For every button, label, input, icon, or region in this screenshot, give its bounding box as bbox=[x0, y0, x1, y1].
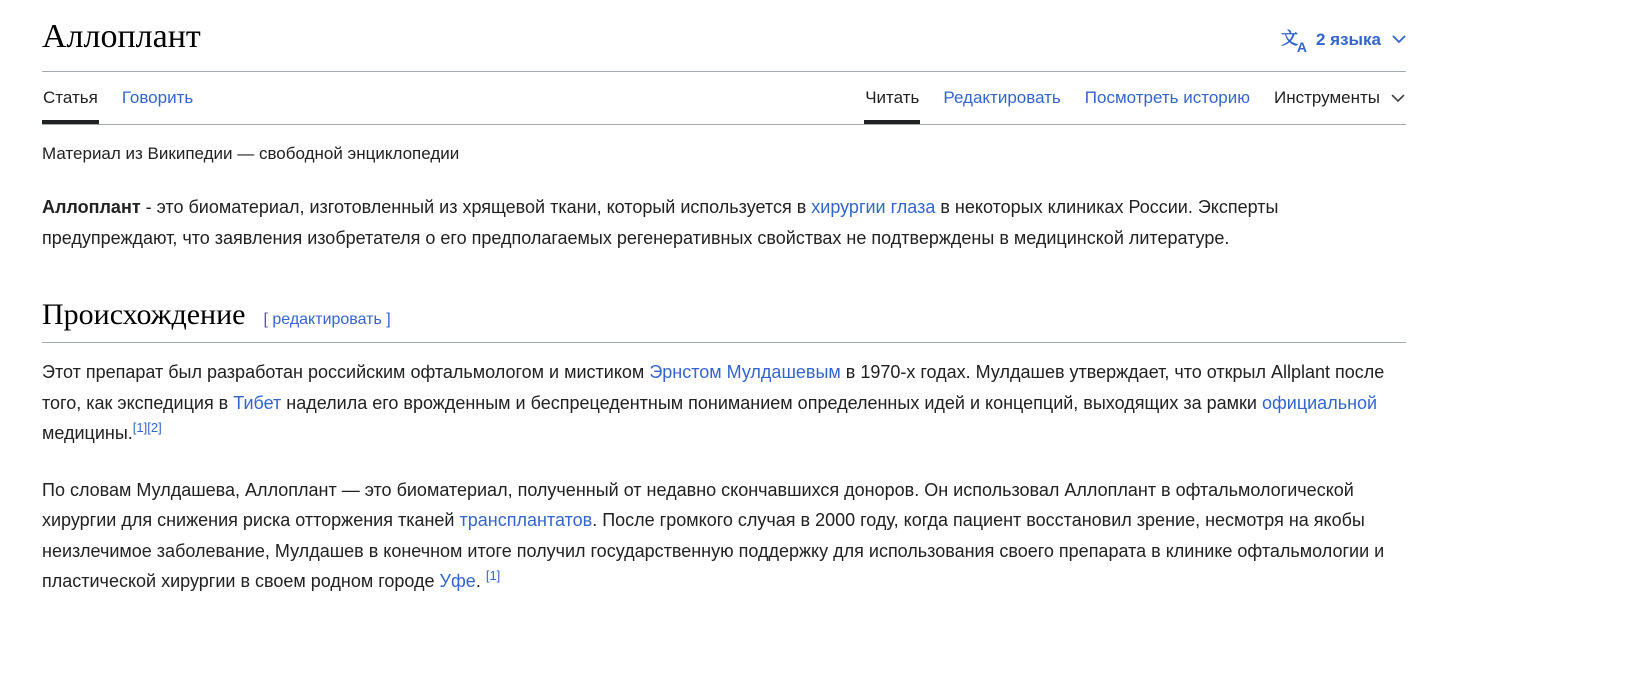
text-run: медицины. bbox=[42, 423, 133, 443]
page-title: Аллоплант bbox=[42, 18, 201, 55]
inline-link[interactable]: трансплантатов bbox=[459, 510, 593, 530]
text-run: наделила его врожденным и беспрецедентным пониманием определенных идей и концепций, выходящих за рамки bbox=[281, 392, 1262, 413]
chevron-down-icon bbox=[1391, 88, 1405, 108]
section-edit-link[interactable]: [ редактировать ] bbox=[263, 311, 391, 328]
origin-paragraph-2 bbox=[42, 475, 1406, 597]
inline-link[interactable]: официальной bbox=[1261, 392, 1378, 413]
tab-view-history[interactable]: Посмотреть историю bbox=[1084, 88, 1250, 107]
reference-link[interactable]: [2] bbox=[147, 420, 162, 435]
inline-link[interactable]: Эрнстом Мулдашевым bbox=[649, 362, 841, 382]
tabs-right bbox=[864, 72, 1406, 124]
text-run: - это биоматериал, изготовленный из хрящевой ткани, который используется в bbox=[140, 197, 812, 217]
bold-text: Аллоплант bbox=[42, 197, 141, 217]
inline-link[interactable]: Уфе bbox=[439, 571, 476, 591]
language-icon: 文 A bbox=[1280, 29, 1307, 55]
language-switcher-button[interactable] bbox=[1281, 28, 1406, 60]
section-heading: Происхождение bbox=[42, 298, 246, 331]
tab-read[interactable]: Читать bbox=[864, 72, 920, 124]
site-tagline: Материал из Википедии — свободной энциклопедии bbox=[42, 144, 460, 163]
text-run: . bbox=[475, 571, 486, 591]
reference-sup bbox=[486, 568, 500, 583]
text-run: . После громкого случая в 2000 году, когда пациент восстановил зрение, несмотря на якобы неизлечимое заболевание, Мулдашев в конечном итоге получил государственную поддержку для использования своего препарата в клинике офтальмологии и пластической хирургии в своем родном городе bbox=[42, 510, 1385, 591]
language-count-label: 2 языка bbox=[1315, 30, 1381, 49]
text-run: По словам Мулдашева, Аллоплант — это биоматериал, полученный от недавно скончавшихся доноров. Он использовал Аллоплант в офтальмологической хирургии для снижения риска отторжения тканей bbox=[42, 479, 1354, 530]
origin-paragraph-1 bbox=[42, 357, 1406, 449]
tools-menu-button[interactable] bbox=[1273, 72, 1406, 124]
reference-sup bbox=[133, 420, 147, 435]
reference-sup bbox=[147, 420, 161, 435]
article-tabbar bbox=[42, 72, 1406, 125]
lead-paragraph bbox=[42, 192, 1406, 253]
tools-label: Инструменты bbox=[1273, 88, 1380, 107]
tab-edit[interactable]: Редактировать bbox=[943, 88, 1061, 107]
page-container bbox=[42, 0, 1406, 597]
text-run: в некоторых клиниках России. Эксперты предупреждают, что заявления изобретателя о его предполагаемых регенеративных свойствах не подтверждены в медицинской литературе. bbox=[42, 197, 1279, 248]
inline-link[interactable]: Тибет bbox=[233, 392, 282, 413]
reference-link[interactable]: [1] bbox=[132, 420, 148, 435]
inline-link[interactable]: хирургии глаза bbox=[811, 197, 936, 217]
reference-link[interactable]: [1] bbox=[485, 568, 501, 583]
text-run: в 1970-х годах. Мулдашев утверждает, что открыл Allplant после того, как экспедиция в bbox=[42, 362, 1385, 413]
chevron-down-icon bbox=[1392, 31, 1406, 49]
page-header bbox=[42, 0, 1406, 72]
tabs-left bbox=[42, 72, 194, 124]
tab-talk[interactable]: Говорить bbox=[121, 88, 194, 107]
section-heading-row bbox=[42, 297, 1406, 343]
tab-article[interactable]: Статья bbox=[42, 72, 99, 124]
text-run: Этот препарат был разработан российским офтальмологом и мистиком bbox=[42, 362, 650, 382]
